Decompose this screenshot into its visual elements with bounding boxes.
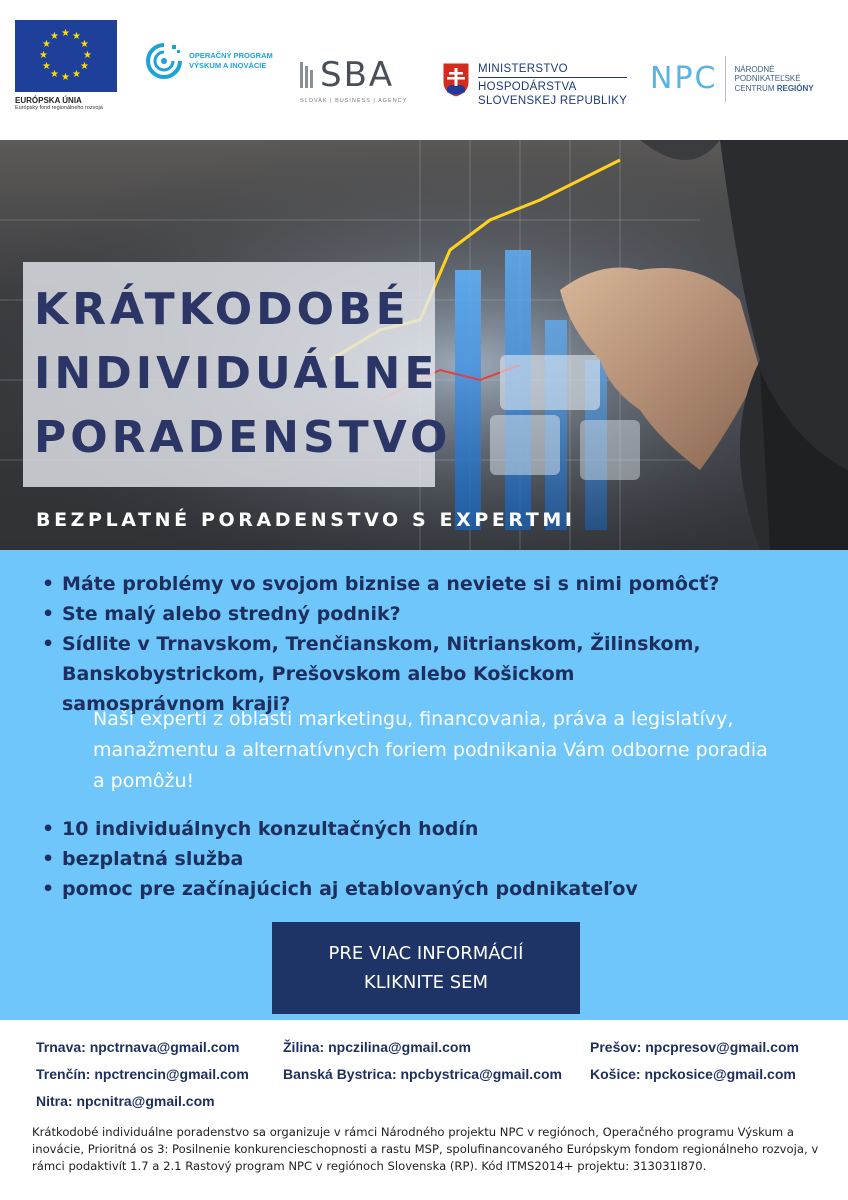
more-info-button[interactable] (272, 922, 580, 1014)
npc-line3a: CENTRUM (734, 83, 775, 93)
op-logo (145, 42, 273, 80)
sba-bars-icon (300, 60, 316, 90)
eu-flag-icon (15, 20, 117, 92)
eu-star-icon: ★ (61, 72, 70, 83)
eu-star-icon: ★ (72, 69, 81, 81)
npc-line1: NÁRODNÉ (734, 64, 775, 74)
logo-header (0, 0, 848, 140)
hero-subtitle: BEZPLATNÉ PORADENSTVO S EXPERTMI (36, 509, 576, 531)
benefit-item: • pomoc pre začínajúcich aj etablovaných podnikateľov (40, 874, 638, 904)
npc-mark: NPC (650, 61, 718, 96)
benefit-item: • bezplatná služba (40, 844, 638, 874)
hero-banner (0, 140, 848, 550)
npc-line3b: REGIÓNY (776, 83, 814, 93)
slovak-crest-icon (442, 62, 470, 98)
contact-nitra[interactable]: Nitra: npcnitra@gmail.com (36, 1093, 215, 1109)
eu-star-icon: ★ (39, 50, 48, 61)
contact-trnava[interactable]: Trnava: npctrnava@gmail.com (36, 1039, 240, 1055)
question-list (40, 569, 840, 719)
sba-logo (300, 55, 408, 104)
contact-trencin[interactable]: Trenčín: npctrencin@gmail.com (36, 1066, 249, 1082)
benefit-item: • 10 individuálnych konzultačných hodín (40, 814, 638, 844)
eu-star-icon: ★ (80, 61, 90, 72)
sba-name: SBA (320, 55, 395, 95)
title-line-2: INDIVIDUÁLNE (34, 348, 439, 399)
eu-star-icon: ★ (80, 39, 90, 50)
cta-line1: PRE VIAC INFORMÁCIÍ (328, 943, 524, 964)
eu-logo (15, 20, 117, 111)
eu-star-icon: ★ (72, 30, 81, 42)
eu-star-icon: ★ (61, 28, 70, 39)
question-item: • Ste malý alebo stredný podnik? (40, 599, 840, 629)
npc-line2: PODNIKATEĽSKÉ (734, 74, 801, 84)
benefit-list (40, 814, 638, 904)
title-line-1: KRÁTKODOBÉ (34, 284, 410, 335)
question-item: • Máte problémy vo svojom biznise a neviete si s nimi pomôcť? (40, 569, 840, 599)
contact-kosice[interactable]: Košice: npckosice@gmail.com (590, 1066, 796, 1082)
title-line-3: PORADENSTVO (34, 412, 452, 463)
project-footnote: Krátkodobé individuálne poradenstvo sa organizuje v rámci Národného projektu NPC v regiónoch, Operačného programu Výskum a inovácie, Prioritná os 3: Posilnenie konkurencieschopnosti a rastu MSP, spolufinancovaného Európskym fondom regionálneho rozvoja, v rámci podaktivít 1.7 a 2.1 Rastový program NPC v regiónoch Slovenska (RP). Kód ITMS2014+ projektu: 313031I870. (32, 1125, 819, 1173)
npc-logo (650, 56, 814, 102)
info-section (0, 550, 848, 1020)
eu-star-icon: ★ (41, 61, 51, 72)
contact-zilina[interactable]: Žilina: npczilina@gmail.com (283, 1039, 471, 1055)
eu-subtitle: Európsky fond regionálneho rozvoja (15, 105, 103, 111)
eu-star-icon: ★ (50, 69, 59, 81)
contact-list (0, 1020, 848, 1120)
question-item: • Sídlite v Trnavskom, Trenčianskom, Nitrianskom, Žilinskom, Banskobystrickom, Prešovskom alebo Košickom samosprávnom kraji? (40, 629, 740, 719)
eu-star-icon: ★ (41, 39, 51, 50)
contact-presov[interactable]: Prešov: npcpresov@gmail.com (590, 1039, 799, 1055)
npc-divider (725, 56, 726, 102)
op-ring-icon (145, 42, 183, 80)
sba-subtitle: SLOVAK | BUSINESS | AGENCY (300, 98, 408, 104)
ministry-logo (442, 62, 627, 108)
eu-star-icon: ★ (83, 50, 92, 61)
eu-star-icon: ★ (50, 30, 59, 42)
ministry-line1: MINISTERSTVO (478, 62, 627, 78)
op-line1: OPERAČNÝ PROGRAM (189, 51, 273, 60)
eu-name: EURÓPSKA ÚNIA (15, 96, 82, 105)
expert-description: Naši experti z oblasti marketingu, financovania, práva a legislatívy, manažmentu a alternatívnych foriem podnikania Vám odborne poradia a pomôžu! (93, 708, 768, 792)
ministry-line2: HOSPODÁRSTVA (478, 81, 577, 93)
op-line2: VÝSKUM A INOVÁCIE (189, 61, 267, 70)
ministry-line3: SLOVENSKEJ REPUBLIKY (478, 95, 628, 107)
cta-line2: KLIKNITE SEM (363, 972, 489, 993)
contact-banska-bystrica[interactable]: Banská Bystrica: npcbystrica@gmail.com (283, 1066, 562, 1082)
